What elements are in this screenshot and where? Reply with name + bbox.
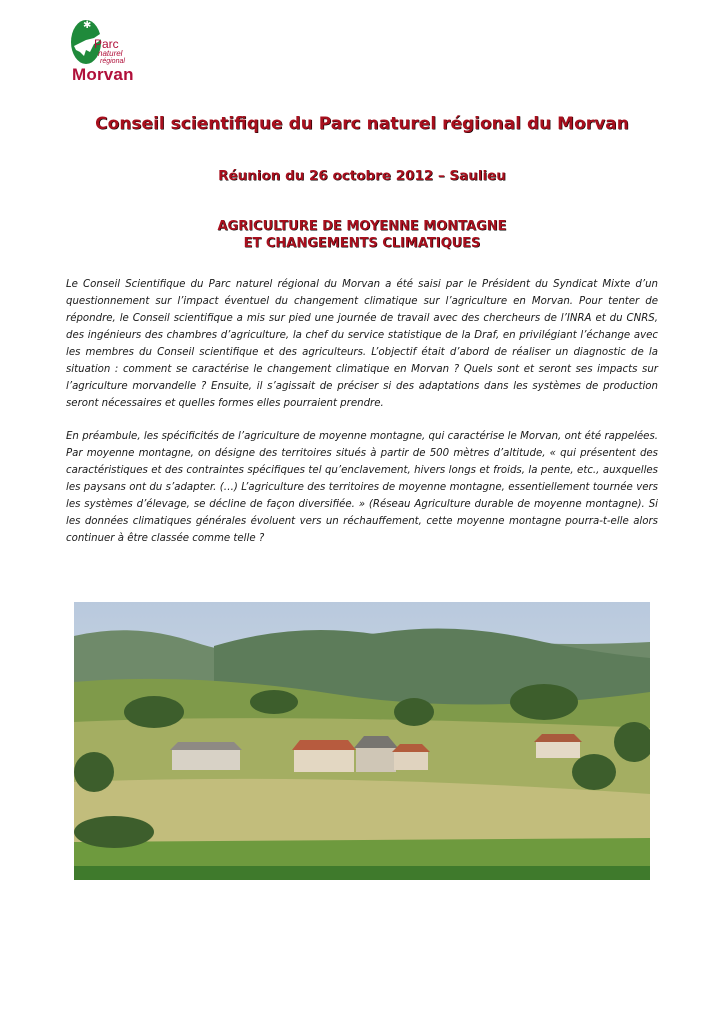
topic-heading-line1: AGRICULTURE DE MOYENNE MONTAGNE [217, 219, 507, 234]
logo-line-regional: régional [100, 58, 125, 65]
document-title: Conseil scientifique du Parc naturel régional du Morvan [95, 114, 629, 134]
logo-line-parc: Parc [94, 37, 119, 51]
landscape-photo [74, 602, 650, 880]
topic-heading-line2: ET CHANGEMENTS CLIMATIQUES [243, 236, 481, 251]
logo-line-morvan: Morvan [72, 65, 134, 84]
star-icon: ✱ [83, 20, 92, 31]
logo-line-naturel: naturel [98, 49, 123, 58]
topic-heading [0, 218, 724, 252]
intro-paragraph: Le Conseil Scientifique du Parc naturel régional du Morvan a été saisi par le Président du Syndicat Mixte d’un questionnement sur l’impact éventuel du changement climatique sur l’agriculture en Morvan. Pour tenter de répondre, le Conseil scientifique a mis sur pied une journée de travail avec des chercheurs de l’INRA et du CNRS, des ingénieurs des chambres d’agriculture, la chef du service statistique de la Draf, en privilégiant l’échange avec les membres du Conseil scientifique et des agriculteurs. L’objectif était d’abord de réaliser un diagnostic de la situation : comment se caractérise le changement climatique en Morvan ? Quels sont et seront ses impacts sur l’agriculture morvandelle ? Ensuite, il s’agissait de préciser si des adaptations dans les systèmes de production seront nécessaires et quelles formes elles pourraient prendre. [66, 279, 658, 409]
meeting-heading: Réunion du 26 octobre 2012 – Saulieu [218, 168, 506, 184]
preamble-paragraph: En préambule, les spécificités de l’agriculture de moyenne montagne, qui caractérise le Morvan, ont été rappelées. Par moyenne montagne, on désigne des territoires situés à partir de 500 mètres d’altitude, « qui présentent des caractéristiques et des contraintes spécifiques tel qu’enclavement, hivers longs et froids, la pente, etc., auxquelles les paysans ont du s’adapter. (…) L’agriculture des territoires de moyenne montagne, essentiellement tournée vers les systèmes d’élevage, se décline de façon diversifiée. » (Réseau Agriculture durable de moyenne montagne). Si les données climatiques générales évoluent vers un réchauffement, cette moyenne montagne pourra-t-elle alors continuer à être classée comme telle ? [66, 431, 658, 544]
